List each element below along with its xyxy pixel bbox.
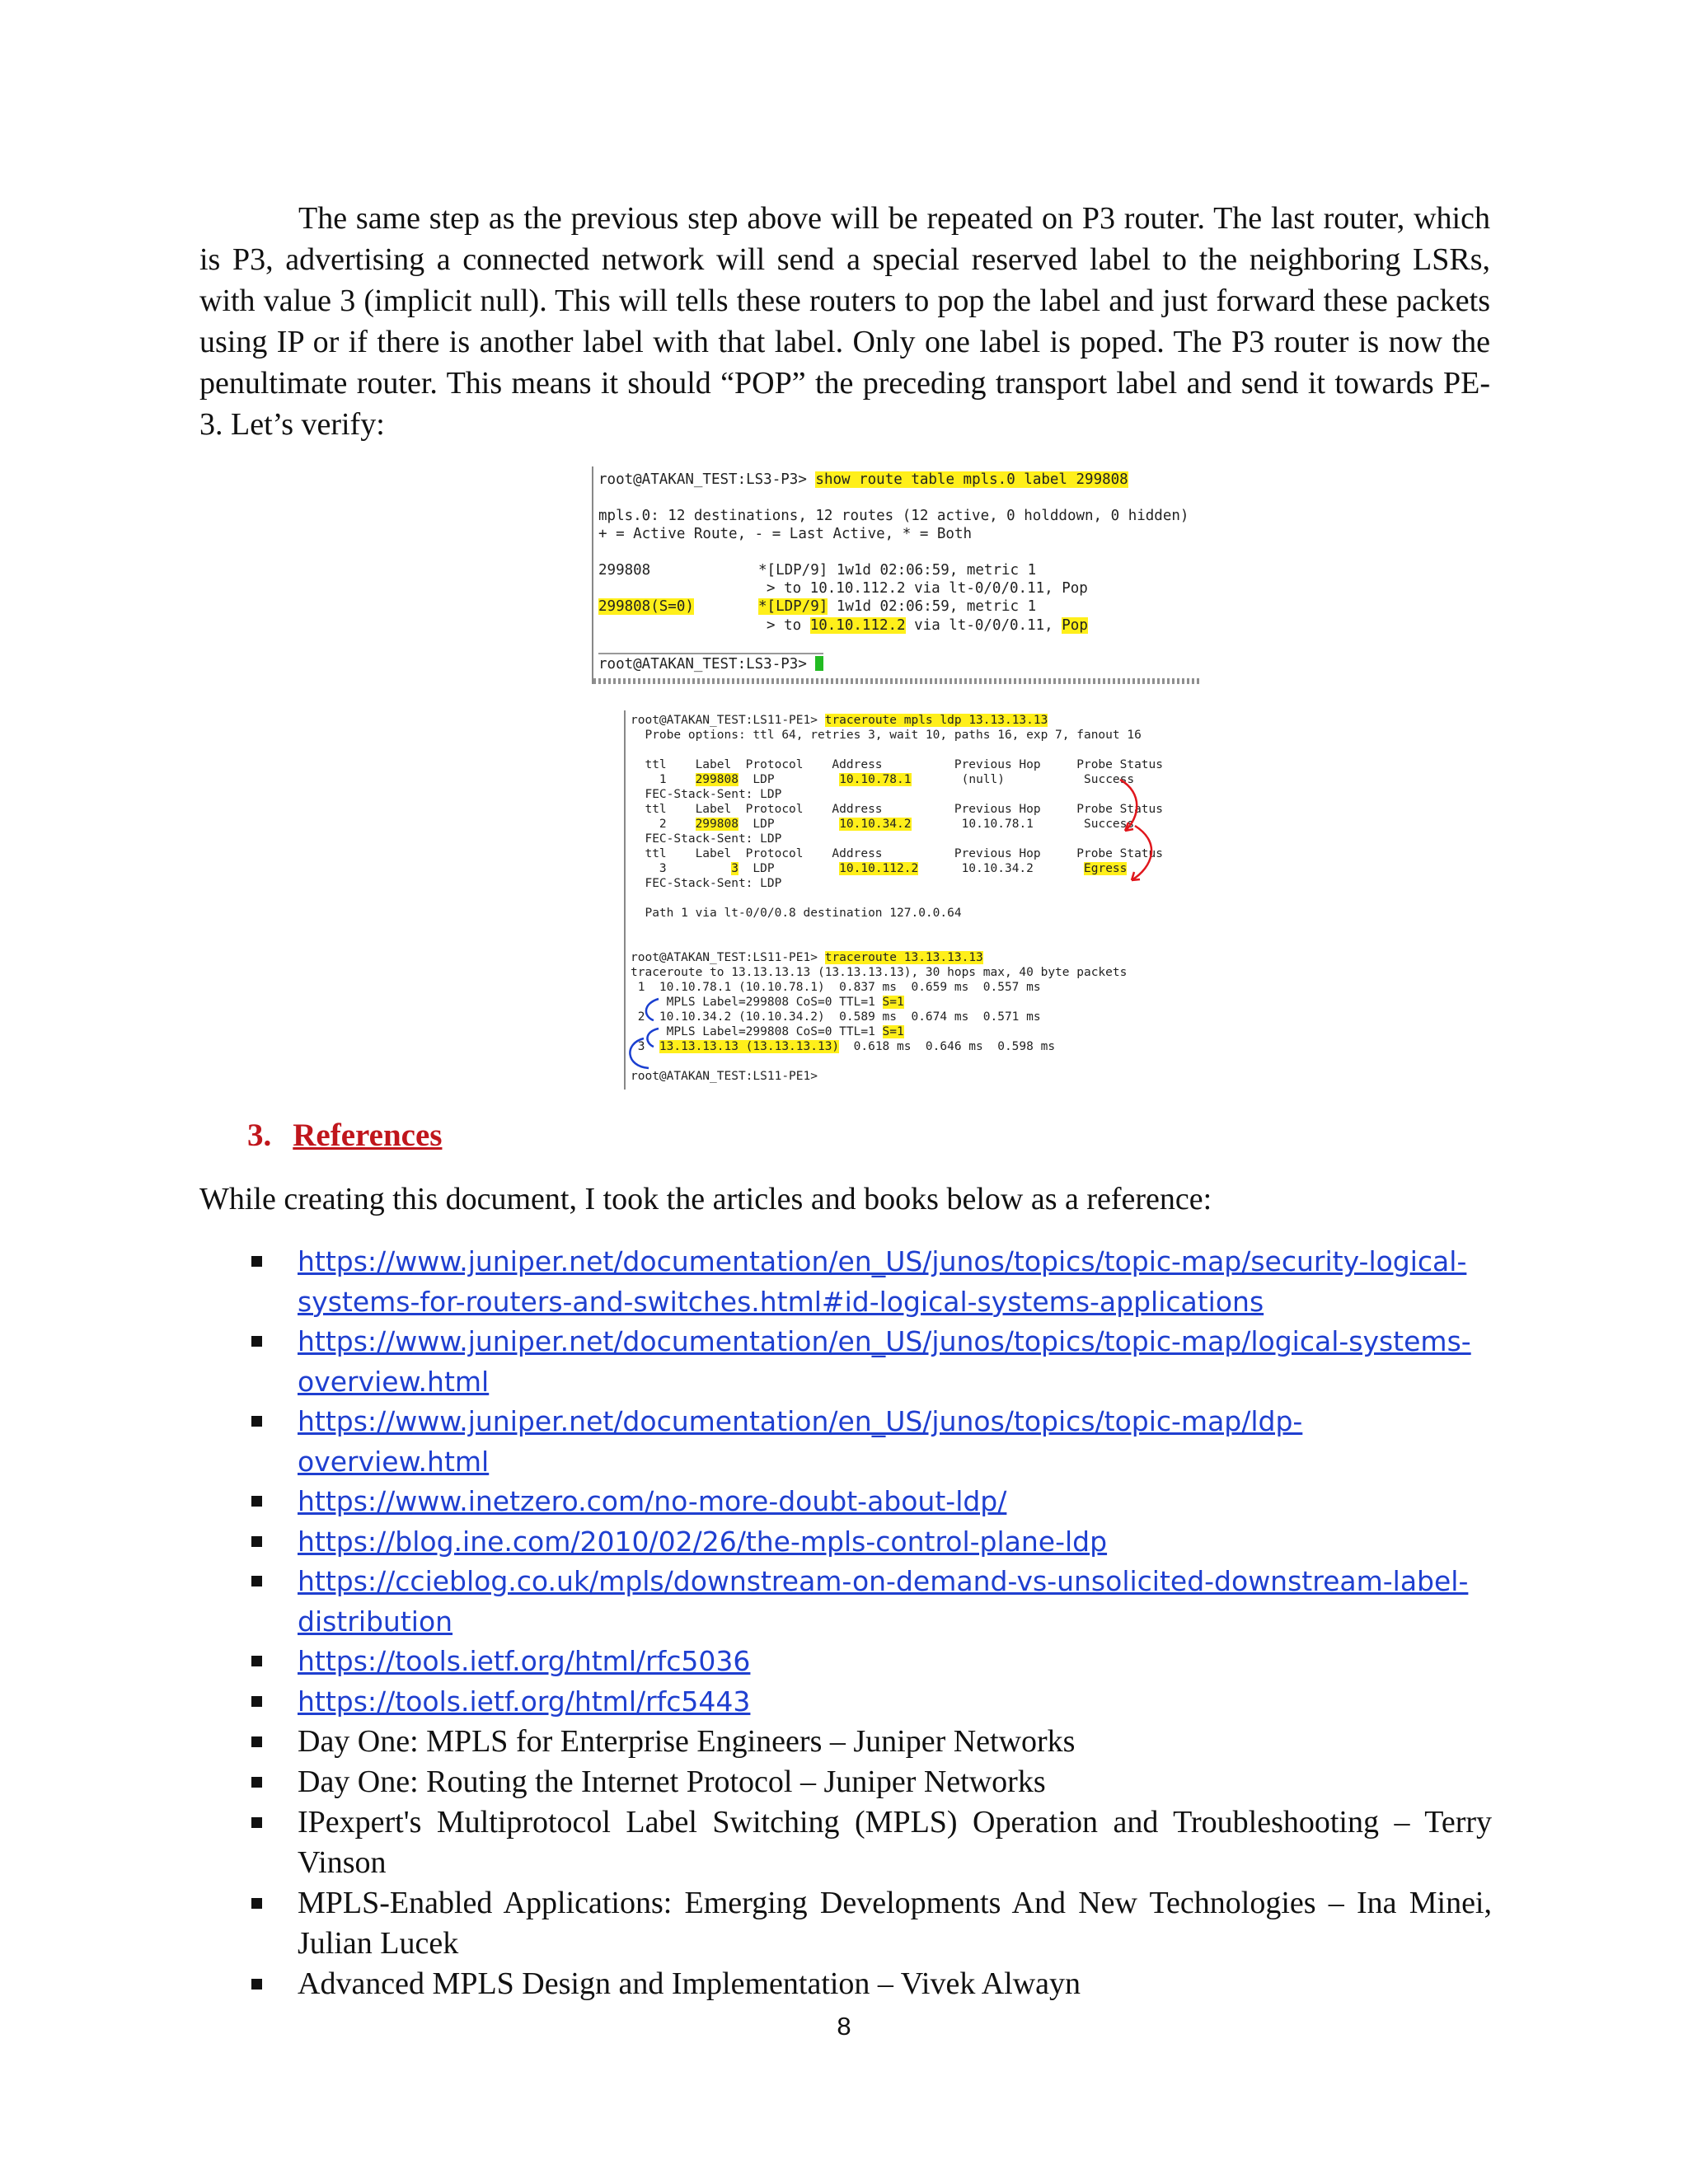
reference-text: Day One: Routing the Internet Protocol – Juniper Networks bbox=[298, 1765, 1046, 1799]
fec-line-2: FEC-Stack-Sent: LDP bbox=[631, 832, 782, 846]
probe-row-2: 2 299808 LDP 10.10.34.2 10.10.78.1 Success bbox=[631, 818, 1135, 831]
reference-text: MPLS-Enabled Applications: Emerging Developments And New Technologies – Ina Minei, Julian Lucek bbox=[298, 1886, 1492, 1961]
reference-link[interactable]: https://www.juniper.net/documentation/en_US/junos/topics/topic-map/logical-systems-overview.html bbox=[298, 1325, 1471, 1398]
bullet-icon bbox=[251, 1898, 262, 1909]
probe-row-1: 1 299808 LDP 10.10.78.1 (null) Success bbox=[631, 773, 1135, 786]
blue-arrow-icon bbox=[630, 1038, 649, 1068]
traceroute-header: traceroute to 13.13.13.13 (13.13.13.13), 30 hops max, 40 byte packets bbox=[631, 966, 1128, 979]
bullet-icon bbox=[251, 1817, 262, 1828]
blue-arrow-icon bbox=[646, 999, 659, 1020]
reference-item bbox=[247, 1402, 1492, 1482]
reference-link[interactable]: https://www.juniper.net/documentation/en_US/junos/topics/topic-map/ldp-overview.html bbox=[298, 1405, 1303, 1478]
torn-edge bbox=[593, 678, 1200, 684]
traceroute-mpls-2: MPLS Label=299808 CoS=0 TTL=1 S=1 bbox=[631, 1025, 904, 1038]
reference-text: IPexpert's Multiprotocol Label Switching (MPLS) Operation and Troubleshooting – Terry Vinson bbox=[298, 1805, 1492, 1880]
reference-item bbox=[247, 1964, 1492, 2004]
page-number: 8 bbox=[837, 2012, 851, 2041]
reference-link[interactable]: https://tools.ietf.org/html/rfc5036 bbox=[298, 1645, 751, 1677]
cursor-icon bbox=[815, 656, 823, 671]
traceroute-hop-2: 2 10.10.34.2 (10.10.34.2) 0.589 ms 0.674 ms 0.571 ms bbox=[631, 1010, 1041, 1024]
annotation-arrows bbox=[626, 710, 1186, 1090]
route-detail: *[LDP/9] 1w1d 02:06:59, metric 1 bbox=[758, 562, 1037, 579]
reference-text: Day One: MPLS for Enterprise Engineers – Juniper Networks bbox=[298, 1724, 1076, 1759]
terminal-command-line: root@ATAKAN_TEST:LS3-P3> show route table mpls.0 label 299808 bbox=[598, 471, 1128, 488]
traceroute-mpls-1: MPLS Label=299808 CoS=0 TTL=1 S=1 bbox=[631, 996, 904, 1009]
reference-text: Advanced MPLS Design and Implementation – Vivek Alwayn bbox=[298, 1966, 1081, 2001]
terminal-screenshot-traceroute bbox=[624, 710, 1186, 1090]
terminal-screenshot-route-table bbox=[592, 466, 1200, 684]
references-list bbox=[247, 1242, 1492, 2004]
reference-item bbox=[247, 1322, 1492, 1402]
fec-line-1: FEC-Stack-Sent: LDP bbox=[631, 788, 782, 801]
path-line: Path 1 via lt-0/0/0.8 destination 127.0.0.64 bbox=[631, 907, 962, 920]
bullet-icon bbox=[251, 1979, 262, 1990]
bullet-icon bbox=[251, 1416, 262, 1427]
bullet-icon bbox=[251, 1777, 262, 1788]
bullet-icon bbox=[251, 1336, 262, 1347]
probe-header-1: ttl Label Protocol Address Previous Hop Probe Status bbox=[631, 758, 1164, 771]
bullet-icon bbox=[251, 1736, 262, 1747]
body-paragraph: The same step as the previous step above will be repeated on P3 router. The last router, which is P3, advertising a connected network will send a special reserved label to the neighboring LSRs, with value 3 (implicit null). This will tells these routers to pop the label and just forward these packets using IP or if there is another label with that label. Only one label is poped. The P3 router is now the penultimate router. This means it should “POP” the preceding transport label and send it towards PE-3. Let’s verify: bbox=[199, 201, 1490, 442]
reference-link[interactable]: https://ccieblog.co.uk/mpls/downstream-on-demand-vs-unsolicited-downstream-label-distribution bbox=[298, 1565, 1469, 1638]
blue-arrow-icon bbox=[647, 1029, 659, 1047]
terminal-summary-line: mpls.0: 12 destinations, 12 routes (12 active, 0 holddown, 0 hidden) bbox=[598, 508, 1189, 524]
bullet-icon bbox=[251, 1656, 262, 1666]
bullet-icon bbox=[251, 1576, 262, 1586]
fec-line-3: FEC-Stack-Sent: LDP bbox=[631, 877, 782, 890]
bullet-icon bbox=[251, 1536, 262, 1547]
red-arrow-icon bbox=[1132, 826, 1151, 880]
bullet-icon bbox=[251, 1696, 262, 1707]
reference-item bbox=[247, 1802, 1492, 1883]
reference-link[interactable]: https://blog.ine.com/2010/02/26/the-mpls-control-plane-ldp bbox=[298, 1525, 1108, 1558]
traceroute-hop-3: 3 13.13.13.13 (13.13.13.13) 0.618 ms 0.646 ms 0.598 ms bbox=[631, 1040, 1056, 1053]
terminal-legend-line: + = Active Route, - = Last Active, * = Both bbox=[598, 526, 973, 542]
reference-item bbox=[247, 1642, 1492, 1682]
references-intro: While creating this document, I took the articles and books below as a reference: bbox=[199, 1182, 1212, 1216]
route-label: 299808 bbox=[598, 562, 651, 579]
route-nexthop: > to 10.10.112.2 via lt-0/0/0.11, Pop bbox=[767, 580, 1088, 597]
reference-link[interactable]: https://www.juniper.net/documentation/en_US/junos/topics/topic-map/security-logical-systems-for-routers-and-switches.html#id-logical-systems-applications bbox=[298, 1245, 1467, 1318]
reference-item bbox=[247, 1242, 1492, 1322]
traceroute-mpls-command: root@ATAKAN_TEST:LS11-PE1> traceroute mpls ldp 13.13.13.13 bbox=[631, 714, 1048, 727]
reference-item bbox=[247, 1562, 1492, 1642]
traceroute-hop-1: 1 10.10.78.1 (10.10.78.1) 0.837 ms 0.659 ms 0.557 ms bbox=[631, 981, 1041, 994]
terminal-final-prompt: root@ATAKAN_TEST:LS3-P3> bbox=[598, 653, 823, 673]
reference-link[interactable]: https://tools.ietf.org/html/rfc5443 bbox=[298, 1685, 751, 1718]
reference-item bbox=[247, 1482, 1492, 1522]
reference-item bbox=[247, 1682, 1492, 1722]
bullet-icon bbox=[251, 1256, 262, 1267]
reference-item bbox=[247, 1883, 1492, 1964]
reference-item bbox=[247, 1522, 1492, 1563]
traceroute-command: root@ATAKAN_TEST:LS11-PE1> traceroute 13.13.13.13 bbox=[631, 951, 983, 964]
probe-options: Probe options: ttl 64, retries 3, wait 10, paths 16, exp 7, fanout 16 bbox=[631, 729, 1142, 742]
reference-link[interactable]: https://www.inetzero.com/no-more-doubt-about-ldp/ bbox=[298, 1485, 1007, 1517]
reference-item bbox=[247, 1722, 1492, 1762]
probe-header-3: ttl Label Protocol Address Previous Hop Probe Status bbox=[631, 847, 1164, 860]
route-label-s0: 299808(S=0) bbox=[598, 598, 694, 615]
route-nexthop-s0: > to 10.10.112.2 via lt-0/0/0.11, Pop bbox=[767, 617, 1088, 634]
section-heading: 3. References bbox=[247, 1118, 443, 1153]
reference-item bbox=[247, 1762, 1492, 1802]
traceroute-final-prompt: root@ATAKAN_TEST:LS11-PE1> bbox=[631, 1070, 818, 1083]
probe-row-3: 3 3 LDP 10.10.112.2 10.10.34.2 Egress bbox=[631, 862, 1128, 875]
bullet-icon bbox=[251, 1496, 262, 1507]
route-detail-s0: *[LDP/9] 1w1d 02:06:59, metric 1 bbox=[758, 598, 1037, 615]
probe-header-2: ttl Label Protocol Address Previous Hop Probe Status bbox=[631, 803, 1164, 816]
